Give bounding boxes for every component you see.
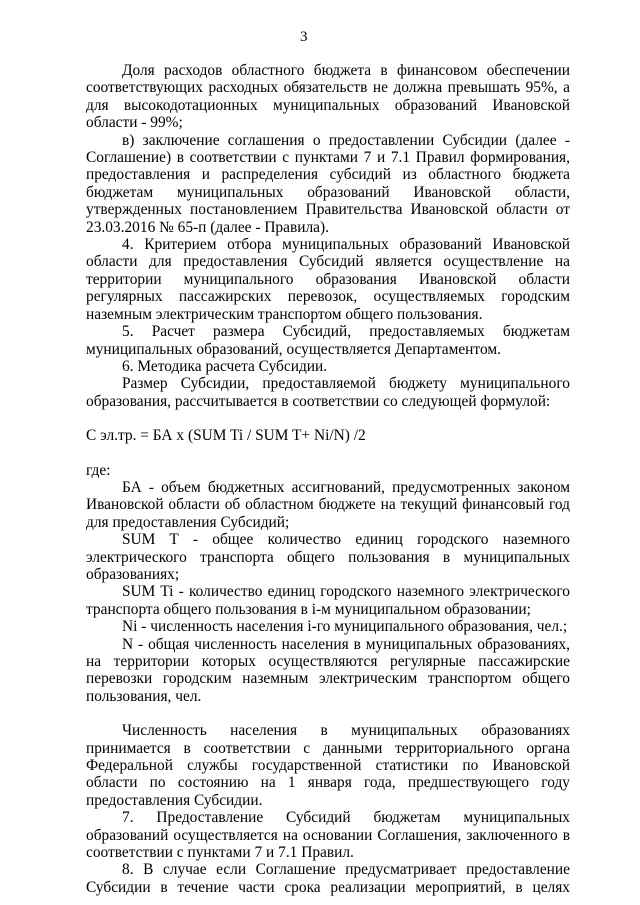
paragraph-agreement: в) заключение соглашения о предоставлении Субсидии (далее - Соглашение) в соответствии с пунктами 7 и 7.1 Правил формирования, предоставления и распределения субсидий из областного бюджета бюджетам муниципальных образований Ивановской области, утвержденных постановлением Правительства Ивановской области от 23.03.2016 № 65-п (далее - Правила). xyxy=(86,131,570,236)
page-number: 3 xyxy=(300,29,308,45)
paragraph-selection-criterion: 4. Критерием отбора муниципальных образований Ивановской области для предоставления Субсидий является осуществление на территории муниципального образования Ивановской области регулярных пассажирских перевозок, осуществляемых городским наземным электрическим транспортом общего пользования. xyxy=(86,236,570,323)
paragraph-budget-share: Доля расходов областного бюджета в финансовом обеспечении соответствующих расходных обязательств не должна превышать 95%, а для высокодотационных муниципальных образований Ивановской области - 99%; xyxy=(86,62,570,132)
document-body xyxy=(86,62,570,896)
paragraph-gap xyxy=(86,705,570,722)
paragraph-formula-intro: Размер Субсидии, предоставляемой бюджету муниципального образования, рассчитывается в соответствии со следующей формулой: xyxy=(86,375,570,410)
definition-sum-t: SUM T - общее количество единиц городского наземного электрического транспорта общего пользования в муниципальных образованиях; xyxy=(86,531,570,583)
definition-ni: Ni - численность населения i-го муниципального образования, чел.; xyxy=(122,618,568,636)
paragraph-point-7: 7. Предоставление Субсидий бюджетам муниципальных образований осуществляется на основании Соглашения, заключенного в соответствии с пунктами 7 и 7.1 Правил. xyxy=(86,809,570,862)
subsidy-formula: С эл.тр. = БА x (SUM Ti / SUM T+ Ni/N) /2 xyxy=(86,427,366,445)
paragraph-population-source: Численность населения в муниципальных образованиях принимается в соответствии с данными территориального органа Федеральной службы государственной статистики по Ивановской области по состоянию на 1 января года, предшествующего году предоставления Субсидии. xyxy=(86,722,570,809)
paragraph-methodology-heading: 6. Методика расчета Субсидии. xyxy=(122,357,328,375)
paragraph-point-8: 8. В случае если Соглашение предусматривает предоставление Субсидии в течение части срока реализации мероприятий, в целях xyxy=(86,861,570,896)
where-label: где: xyxy=(86,461,111,479)
definition-ba: БА - объем бюджетных ассигнований, предусмотренных законом Ивановской области об областном бюджете на текущий финансовый год для предоставления Субсидий; xyxy=(86,478,570,531)
definition-n: N - общая численность населения в муниципальных образованиях, на территории которых осуществляются регулярные пассажирские перевозки городским наземным электрическим транспортом общего пользования, чел. xyxy=(86,635,570,705)
definition-sum-ti: SUM Ti - количество единиц городского наземного электрического транспорта общего пользования в i-м муниципальном образовании; xyxy=(86,583,570,618)
paragraph-subsidy-calculation: 5. Расчет размера Субсидий, предоставляемых бюджетам муниципальных образований, осуществляется Департаментом. xyxy=(86,323,570,358)
